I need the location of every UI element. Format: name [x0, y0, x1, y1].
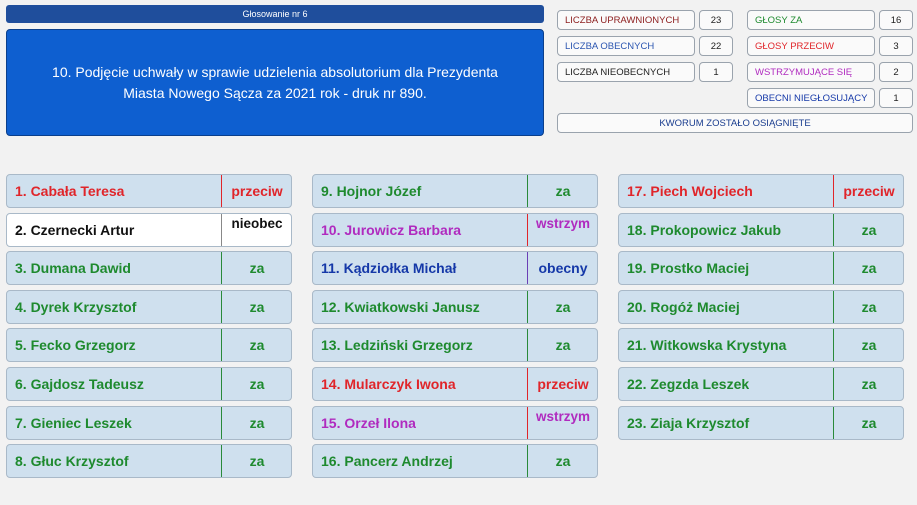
stat-obecnych-label: LICZBA OBECNYCH — [557, 36, 695, 56]
voter-card — [312, 174, 598, 208]
stat-uprawnionych-value: 23 — [699, 10, 733, 30]
voter-card — [6, 213, 292, 247]
voter-name: 9. Hojnor Józef — [321, 183, 422, 199]
voter-card — [312, 290, 598, 324]
stat-za-value: 16 — [879, 10, 913, 30]
voter-name: 16. Pancerz Andrzej — [321, 453, 453, 470]
voter-card — [312, 328, 598, 362]
voter-divider — [527, 291, 528, 323]
voting-title-bar: Głosowanie nr 6 — [6, 5, 544, 23]
voter-name: 13. Ledziński Grzegorz — [321, 337, 473, 354]
voter-name: 15. Orzeł Ilona — [321, 414, 416, 431]
stat-nieobecnych-value: 1 — [699, 62, 733, 82]
voter-vote: za — [249, 414, 265, 431]
stat-uprawnionych — [557, 10, 733, 30]
voter-name: 7. Gieniec Leszek — [15, 414, 132, 431]
voter-card — [312, 251, 598, 285]
stat-nieobecnych — [557, 62, 733, 82]
voter-card — [312, 213, 598, 247]
quorum-status: KWORUM ZOSTAŁO OSIĄGNIĘTE — [557, 113, 913, 133]
voter-name: 1. Cabała Teresa — [15, 183, 125, 199]
voter-vote: przeciw — [843, 183, 895, 199]
voter-divider — [527, 214, 528, 246]
stat-obecnych-value: 22 — [699, 36, 733, 56]
voter-vote: za — [249, 337, 265, 354]
voter-card — [618, 290, 904, 324]
voter-divider — [527, 175, 528, 207]
stat-uprawnionych-label: LICZBA UPRAWNIONYCH — [557, 10, 695, 30]
voter-card — [618, 328, 904, 362]
voter-divider — [221, 214, 222, 246]
voter-card — [6, 406, 292, 440]
voter-vote: za — [861, 221, 877, 238]
stat-przeciw-label: GŁOSY PRZECIW — [747, 36, 875, 56]
voter-vote: za — [861, 260, 877, 277]
voter-vote: nieobec — [231, 215, 283, 231]
voter-vote: wstrzym — [535, 215, 591, 231]
voter-vote: za — [249, 453, 265, 470]
voter-name: 23. Ziaja Krzysztof — [627, 414, 750, 431]
voter-card — [618, 251, 904, 285]
voter-divider — [527, 329, 528, 361]
voter-vote: za — [555, 337, 571, 354]
voter-card — [618, 367, 904, 401]
voter-divider — [221, 445, 222, 477]
voter-divider — [221, 252, 222, 284]
voter-vote: wstrzym — [535, 408, 591, 424]
stat-obecnych — [557, 36, 733, 56]
stat-za — [747, 10, 913, 30]
voter-divider — [833, 214, 834, 246]
voter-vote: za — [249, 298, 265, 315]
voter-divider — [833, 252, 834, 284]
stat-przeciw — [747, 36, 913, 56]
voter-divider — [527, 407, 528, 439]
stat-przeciw-value: 3 — [879, 36, 913, 56]
stat-niegłosujacy-label: OBECNI NIEGŁOSUJĄCY — [747, 88, 875, 108]
voter-name: 21. Witkowska Krystyna — [627, 337, 787, 354]
voter-card — [312, 406, 598, 440]
stat-nieobecnych-label: LICZBA NIEOBECNYCH — [557, 62, 695, 82]
voter-card — [6, 251, 292, 285]
voter-card — [618, 406, 904, 440]
voter-name: 17. Piech Wojciech — [627, 183, 753, 199]
voter-divider — [221, 175, 222, 207]
stat-wstrzymujace-label: WSTRZYMUJĄCE SIĘ — [747, 62, 875, 82]
voter-card — [6, 328, 292, 362]
voter-divider — [221, 407, 222, 439]
voter-vote: za — [861, 298, 877, 315]
stat-niegłosujacy-value: 1 — [879, 88, 913, 108]
voter-card — [6, 444, 292, 478]
stat-za-label: GŁOSY ZA — [747, 10, 875, 30]
voter-name: 8. Głuc Krzysztof — [15, 453, 129, 470]
voter-name: 2. Czernecki Artur — [15, 221, 135, 238]
voter-divider — [833, 175, 834, 207]
voter-divider — [833, 407, 834, 439]
voter-vote: za — [861, 337, 877, 354]
voter-name: 20. Rogóż Maciej — [627, 298, 740, 315]
voter-name: 3. Dumana Dawid — [15, 260, 131, 277]
voter-divider — [221, 329, 222, 361]
voter-card — [618, 213, 904, 247]
voter-name: 4. Dyrek Krzysztof — [15, 298, 137, 315]
voter-vote: za — [555, 298, 571, 315]
voter-name: 12. Kwiatkowski Janusz — [321, 298, 480, 315]
voter-vote: przeciw — [537, 376, 589, 392]
voter-vote: przeciw — [231, 183, 283, 199]
voter-vote: za — [249, 376, 265, 392]
voter-card — [6, 290, 292, 324]
voter-divider — [833, 368, 834, 400]
voter-card — [618, 174, 904, 208]
voter-divider — [527, 368, 528, 400]
voter-divider — [833, 291, 834, 323]
voter-vote: za — [249, 260, 265, 277]
voter-card — [6, 174, 292, 208]
voter-name: 5. Fecko Grzegorz — [15, 337, 136, 354]
voter-vote: za — [555, 453, 571, 470]
voter-card — [6, 367, 292, 401]
stat-wstrzymujace-value: 2 — [879, 62, 913, 82]
resolution-title — [6, 29, 544, 136]
voter-divider — [527, 252, 528, 284]
stat-wstrzymujace — [747, 62, 913, 82]
stat-niegłosujacy — [747, 88, 913, 108]
voter-name: 19. Prostko Maciej — [627, 260, 750, 277]
voter-vote: za — [861, 414, 877, 431]
resolution-text: 10. Podjęcie uchwały w sprawie udzielenia absolutorium dla Prezydenta Miasta Nowego Sącza za 2021 rok - druk nr 890. — [52, 63, 498, 101]
voter-vote: za — [555, 183, 571, 199]
voter-divider — [833, 329, 834, 361]
voter-card — [312, 444, 598, 478]
voter-divider — [221, 291, 222, 323]
voter-card — [312, 367, 598, 401]
voter-name: 11. Kądziołka Michał — [321, 260, 457, 277]
voter-name: 18. Prokopowicz Jakub — [627, 221, 782, 238]
voter-divider — [221, 368, 222, 400]
voter-name: 6. Gajdosz Tadeusz — [15, 376, 144, 392]
voter-name: 14. Mularczyk Iwona — [321, 376, 456, 392]
voter-vote: obecny — [538, 260, 588, 277]
voter-name: 22. Zegzda Leszek — [627, 376, 750, 392]
voter-divider — [527, 445, 528, 477]
voter-name: 10. Jurowicz Barbara — [321, 221, 462, 238]
voter-vote: za — [861, 376, 877, 392]
